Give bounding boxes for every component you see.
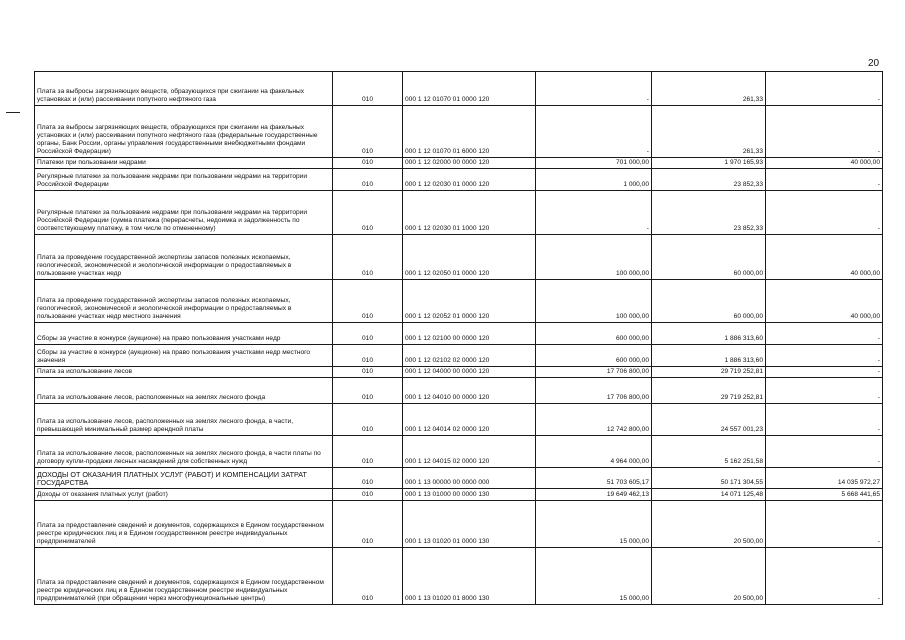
row-kbk: 000 1 12 02052 01 0000 120 bbox=[403, 280, 536, 323]
row-code: 010 bbox=[333, 106, 403, 158]
row-code: 010 bbox=[333, 345, 403, 367]
row-third: - bbox=[766, 367, 883, 378]
row-name: Сборы за участие в конкурсе (аукционе) на право пользования участками недр местного значения bbox=[35, 345, 333, 367]
row-fact: 29 719 252,81 bbox=[652, 367, 766, 378]
row-plan: 51 703 605,17 bbox=[536, 468, 652, 489]
row-kbk: 000 1 12 04015 02 0000 120 bbox=[403, 436, 536, 468]
row-name: ДОХОДЫ ОТ ОКАЗАНИЯ ПЛАТНЫХ УСЛУГ (РАБОТ) И КОМПЕНСАЦИИ ЗАТРАТ ГОСУДАРСТВА bbox=[35, 468, 333, 489]
row-code: 010 bbox=[333, 235, 403, 280]
table-row bbox=[35, 191, 883, 235]
row-third: 40 000,00 bbox=[766, 280, 883, 323]
row-fact: 60 000,00 bbox=[652, 280, 766, 323]
row-fact: 1 886 313,60 bbox=[652, 323, 766, 345]
row-name: Плата за использование лесов, расположенных на землях лесного фонда, в части, превышающей минимальный размер арендной платы bbox=[35, 404, 333, 436]
row-code: 010 bbox=[333, 191, 403, 235]
row-third: - bbox=[766, 436, 883, 468]
table-row bbox=[35, 169, 883, 191]
row-third: - bbox=[766, 169, 883, 191]
row-kbk: 000 1 12 02100 00 0000 120 bbox=[403, 323, 536, 345]
row-code: 010 bbox=[333, 72, 403, 106]
row-name: Регулярные платежи за пользование недрами при пользовании недрами на территории Российской Федерации bbox=[35, 169, 333, 191]
table-row bbox=[35, 158, 883, 169]
row-plan: - bbox=[536, 191, 652, 235]
row-fact: 29 719 252,81 bbox=[652, 378, 766, 404]
row-kbk: 000 1 12 01070 01 6000 120 bbox=[403, 106, 536, 158]
row-third: - bbox=[766, 323, 883, 345]
row-kbk: 000 1 13 01000 00 0000 130 bbox=[403, 489, 536, 501]
table-row bbox=[35, 548, 883, 605]
row-code: 010 bbox=[333, 378, 403, 404]
row-kbk: 000 1 13 01020 01 0000 130 bbox=[403, 501, 536, 548]
row-plan: 4 964 000,00 bbox=[536, 436, 652, 468]
table-row bbox=[35, 501, 883, 548]
row-kbk: 000 1 13 00000 00 0000 000 bbox=[403, 468, 536, 489]
row-third: - bbox=[766, 378, 883, 404]
row-fact: 20 500,00 bbox=[652, 501, 766, 548]
row-plan: 100 000,00 bbox=[536, 280, 652, 323]
row-name: Сборы за участие в конкурсе (аукционе) на право пользования участками недр bbox=[35, 323, 333, 345]
row-fact: 1 970 165,93 bbox=[652, 158, 766, 169]
row-fact: 23 852,33 bbox=[652, 191, 766, 235]
row-code: 010 bbox=[333, 158, 403, 169]
row-plan: 15 000,00 bbox=[536, 548, 652, 605]
row-third: - bbox=[766, 404, 883, 436]
row-fact: 261,33 bbox=[652, 106, 766, 158]
row-kbk: 000 1 12 02102 02 0000 120 bbox=[403, 345, 536, 367]
row-code: 010 bbox=[333, 548, 403, 605]
row-code: 010 bbox=[333, 468, 403, 489]
row-third: 5 668 441,65 bbox=[766, 489, 883, 501]
row-plan: 15 000,00 bbox=[536, 501, 652, 548]
row-name: Плата за выбросы загрязняющих веществ, образующихся при сжигании на факельных установках и (или) рассеивании попутного нефтяного газа (федеральные государственные органы, Банк России, органы управления государственными внебюджетными фондами Российской Федерации) bbox=[35, 106, 333, 158]
table-row bbox=[35, 489, 883, 501]
row-code: 010 bbox=[333, 367, 403, 378]
page-number: 20 bbox=[868, 58, 880, 69]
table-row bbox=[35, 378, 883, 404]
row-plan: 100 000,00 bbox=[536, 235, 652, 280]
row-kbk: 000 1 12 04000 00 0000 120 bbox=[403, 367, 536, 378]
row-plan: - bbox=[536, 106, 652, 158]
row-fact: 60 000,00 bbox=[652, 235, 766, 280]
row-third: - bbox=[766, 106, 883, 158]
table-row bbox=[35, 367, 883, 378]
row-kbk: 000 1 12 04014 02 0000 120 bbox=[403, 404, 536, 436]
table-row bbox=[35, 72, 883, 106]
row-name: Доходы от оказания платных услуг (работ) bbox=[35, 489, 333, 501]
row-name: Регулярные платежи за пользование недрами при пользовании недрами на территории Российской Федерации (сумма платежа (перерасчеты, недоимка и задолженность по соответствующему платежу, в том числе по отмененному) bbox=[35, 191, 333, 235]
row-fact: 261,33 bbox=[652, 72, 766, 106]
row-code: 010 bbox=[333, 501, 403, 548]
row-kbk: 000 1 12 02030 01 0000 120 bbox=[403, 169, 536, 191]
row-third: - bbox=[766, 548, 883, 605]
row-fact: 23 852,33 bbox=[652, 169, 766, 191]
table-row bbox=[35, 323, 883, 345]
revenue-table bbox=[34, 71, 883, 605]
row-code: 010 bbox=[333, 169, 403, 191]
row-plan: 1 000,00 bbox=[536, 169, 652, 191]
row-plan: 600 000,00 bbox=[536, 323, 652, 345]
row-plan: 19 649 462,13 bbox=[536, 489, 652, 501]
table-row bbox=[35, 404, 883, 436]
row-plan: 17 706 800,00 bbox=[536, 378, 652, 404]
table-row bbox=[35, 468, 883, 489]
row-name: Плата за проведение государственной экспертизы запасов полезных ископаемых, геологической, экономической и экологической информации о предоставляемых в пользование участках недр bbox=[35, 235, 333, 280]
row-name: Плата за выбросы загрязняющих веществ, образующихся при сжигании на факельных установках и (или) рассеивании попутного нефтяного газа bbox=[35, 72, 333, 106]
row-plan: - bbox=[536, 72, 652, 106]
row-name: Плата за использование лесов bbox=[35, 367, 333, 378]
row-third: 40 000,00 bbox=[766, 235, 883, 280]
row-fact: 14 071 125,48 bbox=[652, 489, 766, 501]
row-name: Плата за предоставление сведений и документов, содержащихся в Едином государственном реестре юридических лиц и в Едином государственном реестре индивидуальных предпринимателей (при обращении через многофункциональные центры) bbox=[35, 548, 333, 605]
row-name: Платежи при пользовании недрами bbox=[35, 158, 333, 169]
row-fact: 5 162 251,58 bbox=[652, 436, 766, 468]
table-row bbox=[35, 106, 883, 158]
row-plan: 17 706 800,00 bbox=[536, 367, 652, 378]
table-row bbox=[35, 280, 883, 323]
row-kbk: 000 1 12 04010 00 0000 120 bbox=[403, 378, 536, 404]
row-kbk: 000 1 13 01020 01 8000 130 bbox=[403, 548, 536, 605]
row-name: Плата за использование лесов, расположенных на землях лесного фонда bbox=[35, 378, 333, 404]
row-plan: 600 000,00 bbox=[536, 345, 652, 367]
row-fact: 20 500,00 bbox=[652, 548, 766, 605]
row-code: 010 bbox=[333, 323, 403, 345]
row-third: 40 000,00 bbox=[766, 158, 883, 169]
row-kbk: 000 1 12 01070 01 0000 120 bbox=[403, 72, 536, 106]
row-third: - bbox=[766, 191, 883, 235]
table-row bbox=[35, 345, 883, 367]
row-fact: 1 886 313,60 bbox=[652, 345, 766, 367]
row-third: - bbox=[766, 72, 883, 106]
row-code: 010 bbox=[333, 489, 403, 501]
margin-mark bbox=[6, 112, 20, 113]
row-code: 010 bbox=[333, 404, 403, 436]
row-third: 14 035 972,27 bbox=[766, 468, 883, 489]
row-code: 010 bbox=[333, 280, 403, 323]
table-row bbox=[35, 235, 883, 280]
row-name: Плата за использование лесов, расположенных на землях лесного фонда, в части платы по договору купли-продажи лесных насаждений для собственных нужд bbox=[35, 436, 333, 468]
row-name: Плата за проведение государственной экспертизы запасов полезных ископаемых, геологической, экономической и экологической информации о предоставляемых в пользование участках недр местного значения bbox=[35, 280, 333, 323]
table-row bbox=[35, 436, 883, 468]
row-kbk: 000 1 12 02030 01 1000 120 bbox=[403, 191, 536, 235]
row-code: 010 bbox=[333, 436, 403, 468]
row-kbk: 000 1 12 02050 01 0000 120 bbox=[403, 235, 536, 280]
row-fact: 50 171 304,55 bbox=[652, 468, 766, 489]
row-kbk: 000 1 12 02000 00 0000 120 bbox=[403, 158, 536, 169]
row-name: Плата за предоставление сведений и документов, содержащихся в Едином государственном реестре юридических лиц и в Едином государственном реестре индивидуальных предпринимателей bbox=[35, 501, 333, 548]
row-fact: 24 557 001,23 bbox=[652, 404, 766, 436]
row-plan: 701 000,00 bbox=[536, 158, 652, 169]
row-third: - bbox=[766, 501, 883, 548]
row-plan: 12 742 800,00 bbox=[536, 404, 652, 436]
row-third: - bbox=[766, 345, 883, 367]
